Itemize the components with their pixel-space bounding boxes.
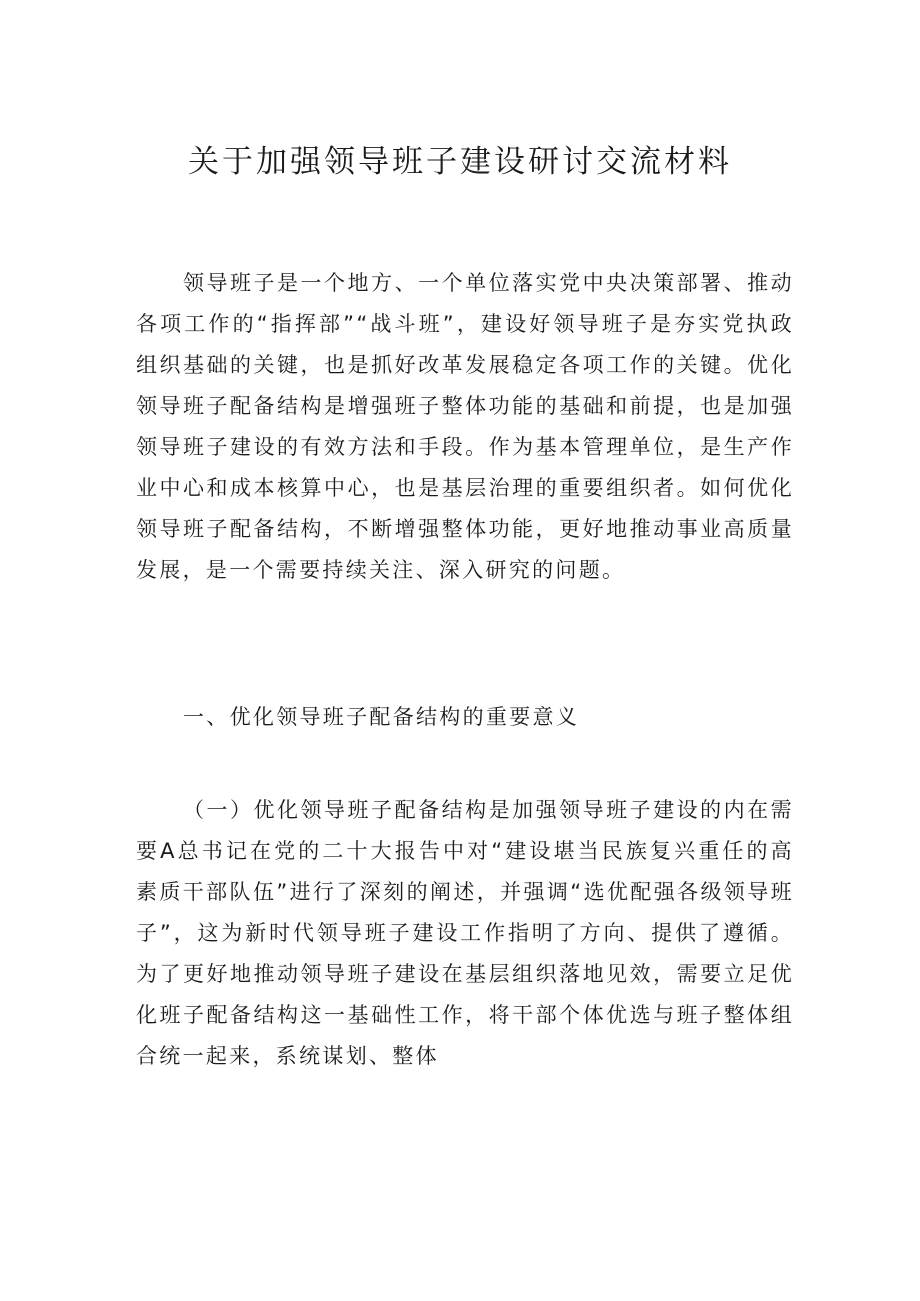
document-title: 关于加强领导班子建设研讨交流材料: [188, 144, 732, 180]
section-1-1-paragraph: （一）优化领导班子配备结构是加强领导班子建设的内在需要A总书记在党的二十大报告中对“建设堪当民族复兴重任的高素质干部队伍”进行了深刻的阐述，并强调“选优配强各级领导班子”，这为新时代领导班子建设工作指明了方向、提供了遵循。为了更好地推动领导班子建设在基层组织落地见效，需要立足优化班子配备结构这一基础性工作，将干部个体优选与班子整体组合统一起来，系统谋划、整体: [136, 798, 794, 1068]
intro-paragraph: 领导班子是一个地方、一个单位落实党中央决策部署、推动各项工作的“指挥部”“战斗班”，建设好领导班子是夯实党执政组织基础的关键，也是抓好改革发展稳定各项工作的关键。优化领导班子配备结构是增强班子整体功能的基础和前提，也是加强领导班子建设的有效方法和手段。作为基本管理单位，是生产作业中心和成本核算中心，也是基层治理的重要组织者。如何优化领导班子配备结构，不断增强整体功能，更好地推动事业高质量发展，是一个需要持续关注、深入研究的问题。: [136, 271, 794, 582]
section-heading-1: 一、优化领导班子配备结构的重要意义: [183, 705, 580, 729]
